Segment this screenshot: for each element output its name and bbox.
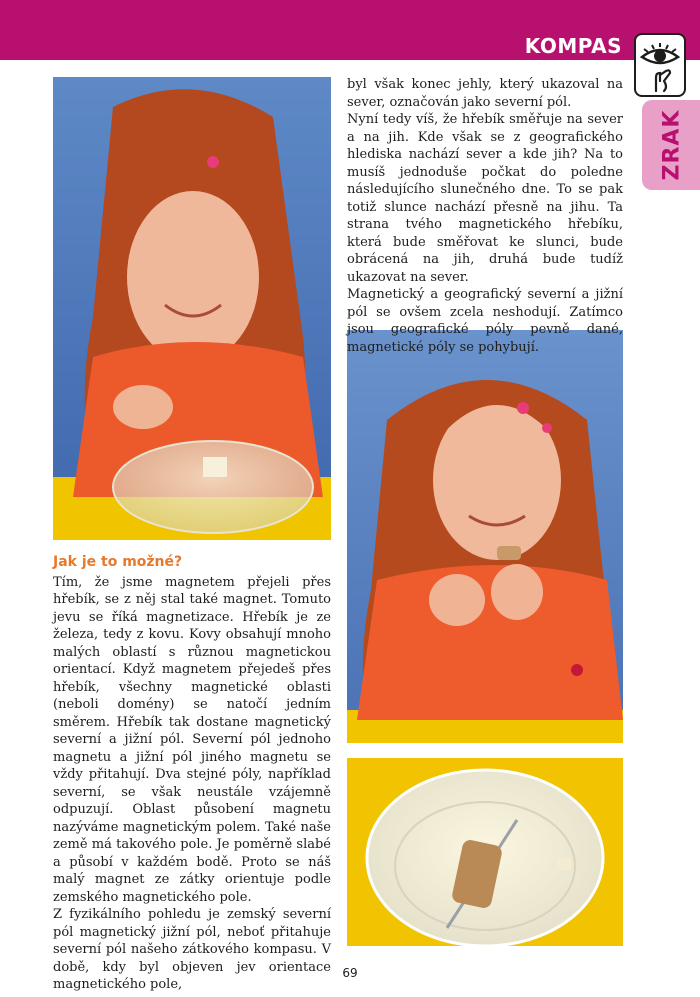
paragraph: Z fyzikálního pohledu je zemský severní pól magnetický jižní pól, neboť přitahuje severní pól našeho zátkového kompasu. V době, kdy byl objeven jev orientace magnetického pole, bbox=[53, 907, 331, 992]
photo-girl-with-bowl bbox=[53, 77, 331, 540]
paragraph: Tím, že jsme magnetem přejeli přes hřebík, se z něj stal také magnet. Tomuto jevu se říká magnetizace. Hřebík je ze železa, tedy z kovu. Kovy obsahují mnoho malých oblastí s různou magnetickou orientací. Když magnetem přejedeš přes hřebík, všechny magnetické oblasti (neboli domény) se natočí jedním směrem. Hřebík tak dostane magnetický severní a jižní pól. Severní pól jednoho magnetu a jižní pól jiného magnetu se vždy přitahují. Dva stejné póly, například severní, se však neustále vzájemně odpuzují. Oblast působení magnetu nazýváme magnetickým polem. Také naše země má takového pole. Je poměrně slabé a působí v každém bodě. Proto se náš malý magnet ze zátky orientuje podle zemského magnetického pole. bbox=[53, 574, 331, 905]
section-heading: Jak je to možné? bbox=[53, 554, 183, 570]
left-text-column bbox=[53, 554, 331, 994]
paragraph: byl však konec jehly, který ukazoval na sever, označován jako severní pól. bbox=[347, 77, 623, 110]
page-number: 69 bbox=[342, 966, 358, 980]
photo-cork-compass-in-bowl bbox=[347, 758, 623, 946]
section-tab bbox=[642, 100, 700, 190]
eye-hand-icon bbox=[634, 33, 686, 97]
paragraph: Nyní tedy víš, že hřebík směřuje na sever a na jih. Kde však se z geografického hlediska nachází sever a kde jih? Na to musíš jednoduše počkat do poledne následujícího slunečného dne. To se pak totiž slunce nachází přesně na jihu. Ta strana tvého magnetického hřebíku, která bude směřovat ke slunci, bude obrácená na jih, druhá bude tudíž ukazovat na sever. bbox=[347, 112, 623, 285]
right-text-column bbox=[347, 76, 623, 356]
chapter-title: KOMPAS bbox=[524, 34, 622, 58]
paragraph: Magnetický a geografický severní a jižní pól se ovšem zcela neshodují. Zatímco jsou geografické póly pevně dané, magnetické póly se pohybují. bbox=[347, 287, 623, 355]
section-tab-label: ZRAK bbox=[659, 109, 685, 181]
photo-girl-holding-cork bbox=[347, 330, 623, 743]
